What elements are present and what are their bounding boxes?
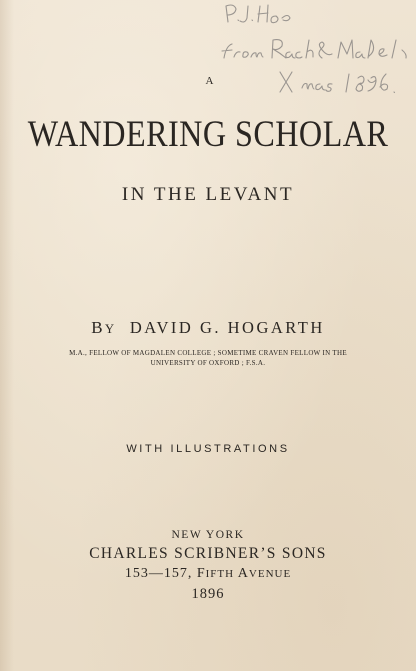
address-fifth: IFTH [205, 568, 235, 580]
author-name: DAVID G. HOGARTH [129, 318, 325, 337]
author-by-rest: Y [105, 322, 117, 336]
publisher-name: CHARLES SCRIBNER’S SONS [89, 545, 327, 562]
handwritten-inscription [210, 0, 416, 100]
book-title: WANDERING SCHOLAR [27, 114, 389, 155]
affiliation-line-2: UNIVERSITY OF OXFORD ; F.S.A. [150, 358, 266, 367]
book-subtitle: IN THE LEVANT [121, 184, 295, 205]
author-by-initial: B [91, 318, 106, 337]
author-line [0, 318, 416, 338]
inscription-scribble [210, 0, 416, 100]
publisher-address [0, 566, 416, 582]
inscription-line-3 [210, 0, 211, 1]
illustrations-note: WITH ILLUSTRATIONS [126, 443, 290, 455]
author-affiliation [0, 349, 416, 368]
address-venue: VENUE [248, 568, 292, 580]
publication-year: 1896 [191, 586, 225, 602]
address-a: A [234, 566, 249, 581]
title-article: A [205, 75, 215, 87]
publisher-city: NEW YORK [171, 529, 245, 541]
address-numbers: 153—157, F [124, 566, 206, 581]
affiliation-line-1: M.A., FELLOW OF MAGDALEN COLLEGE ; SOMETIME CRAVEN FELLOW IN THE [69, 349, 347, 357]
